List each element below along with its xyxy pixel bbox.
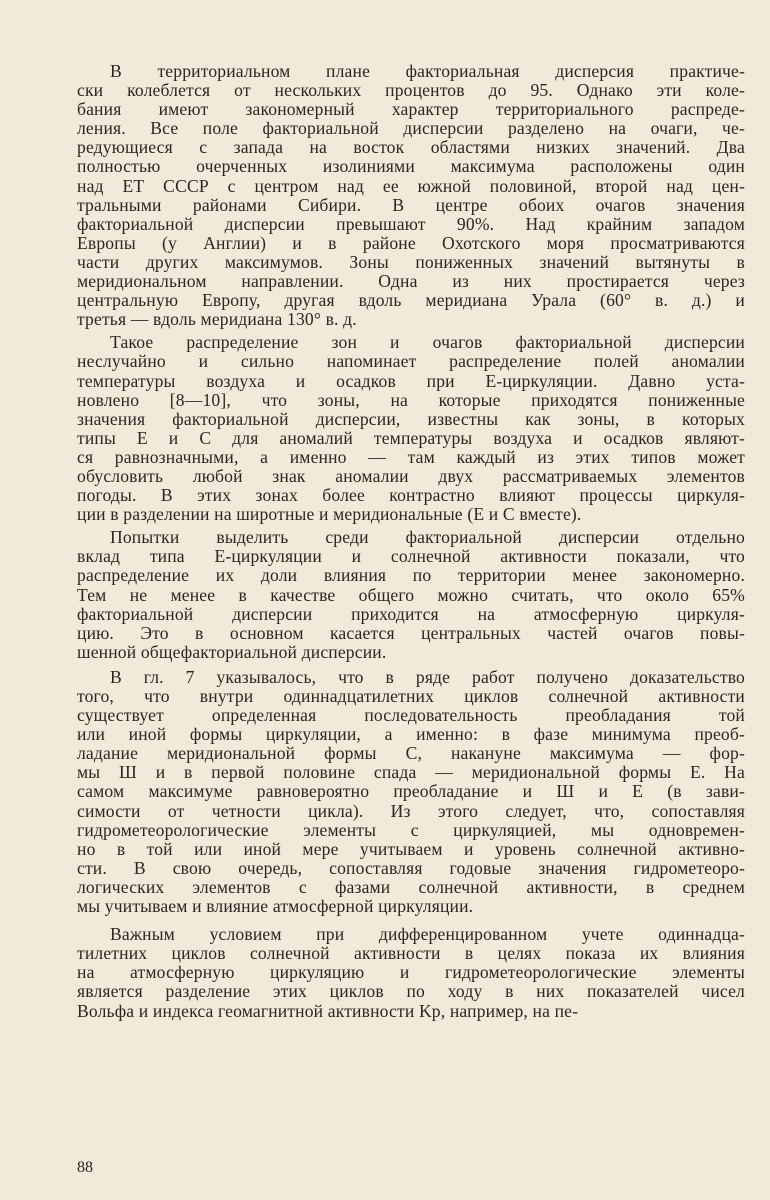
text-line: логических элементов с фазами солнечной активности, в среднем [77, 876, 745, 897]
text-line: является разделение этих циклов по ходу в них показателей чисел [77, 981, 745, 1002]
text-line: над ЕТ СССР с центром над ее южной половиной, второй над цен- [77, 175, 745, 196]
paragraph [77, 668, 745, 916]
text-line: Важным условием при дифференцированном учете одиннадца- [110, 924, 745, 945]
text-line: редующиеся с запада на восток областями низких значений. Два [77, 137, 745, 158]
text-line: части других максимумов. Зоны пониженных значений вытянуты в [77, 251, 745, 272]
text-line: или иной формы циркуляции, а именно: в фазе минимума преоб- [77, 724, 745, 745]
text-line: температуры воздуха и осадков при Е-циркуляции. Давно уста- [77, 370, 745, 391]
text-line: тральными районами Сибири. В центре обоих очагов значения [77, 194, 745, 215]
text-line: Такое распределение зон и очагов факториальной дисперсии [110, 332, 745, 353]
text-line: мы учитываем и влияние атмосферной циркуляции. [77, 896, 474, 917]
text-line: значения факториальной дисперсии, известны как зоны, в которых [77, 408, 745, 429]
text-line: Вольфа и индекса геомагнитной активности Kp, например, на пе- [77, 1000, 579, 1021]
text-line: меридиональном направлении. Одна из них простирается через [77, 271, 745, 292]
text-line: центральную Европу, другая вдоль меридиана Урала (60° в. д.) и [77, 290, 745, 311]
text-line: бания имеют закономерный характер территориального распреде- [77, 99, 745, 120]
text-line: новлено [8—10], что зоны, на которые приходятся пониженные [77, 389, 745, 410]
body-text [77, 62, 745, 1021]
text-line: типы Е и С для аномалий температуры воздуха и осадков являют- [77, 427, 745, 448]
text-line: факториальной дисперсии превышают 90%. Над крайним западом [77, 213, 745, 234]
text-line: третья — вдоль меридиана 130° в. д. [77, 309, 357, 330]
text-line: ления. Все поле факториальной дисперсии разделено на очаги, че- [77, 118, 745, 139]
text-line: Европы (у Англии) и в районе Охотского моря просматриваются [77, 232, 745, 253]
paragraph [77, 62, 745, 329]
text-line: тилетних циклов солнечной активности в целях показа их влияния [77, 943, 745, 964]
text-line: В территориальном плане факториальная дисперсия практиче- [110, 61, 745, 81]
paragraph [77, 925, 745, 1020]
text-line: на атмосферную циркуляцию и гидрометеорологические элементы [77, 962, 745, 983]
text-line: цию. Это в основном касается центральных частей очагов повы- [77, 622, 745, 643]
text-line: полностью очерченных изолиниями максимума расположены один [77, 156, 745, 177]
text-line: Тем не менее в качестве общего можно считать, что около 65% [77, 584, 745, 605]
text-line: ладание меридиональной формы С, накануне максимума — фор- [77, 743, 745, 764]
text-line: ции в разделении на широтные и меридиональные (Е и С вместе). [77, 504, 582, 525]
text-line: гидрометеорологические элементы с циркуляцией, мы одновремен- [77, 819, 745, 840]
text-line: обусловить любой знак аномалии двух рассматриваемых элементов [77, 465, 745, 486]
text-line: существует определенная последовательность преобладания той [77, 705, 745, 726]
text-line: сти. В свою очередь, сопоставляя годовые значения гидрометеоро- [77, 857, 745, 878]
text-line: Попытки выделить среди факториальной дисперсии отдельно [110, 527, 745, 548]
text-line: распределение их доли влияния по территории менее закономерно. [77, 565, 745, 586]
text-line: шенной общефакториальной дисперсии. [77, 641, 387, 662]
paragraph [77, 528, 745, 662]
paragraph [77, 333, 745, 524]
page-number: 88 [77, 1159, 93, 1176]
text-line: неслучайно и сильно напоминает распределение полей аномалии [77, 351, 745, 372]
text-line: В гл. 7 указывалось, что в ряде работ получено доказательство [110, 666, 745, 687]
text-line: но в той или иной мере учитываем и уровень солнечной активно- [77, 838, 745, 859]
text-line: факториальной дисперсии приходится на атмосферную циркуля- [77, 603, 745, 624]
text-line: вклад типа Е-циркуляции и солнечной активности показали, что [77, 546, 745, 567]
text-line: того, что внутри одиннадцатилетних циклов солнечной активности [77, 686, 745, 706]
text-line: ски колеблется от нескольких процентов до 95. Однако эти коле- [77, 80, 745, 101]
text-line: самом максимуме равновероятно преобладание и Ш и Е (в зави- [77, 781, 745, 802]
text-line: погоды. В этих зонах более контрастно влияют процессы циркуля- [77, 485, 745, 506]
text-line: ся равнозначными, а именно — там каждый из этих типов может [77, 446, 745, 467]
text-line: мы Ш и в первой половине спада — меридиональной формы Е. На [77, 762, 745, 783]
text-line: симости от четности цикла). Из этого следует, что, сопоставляя [77, 800, 745, 821]
